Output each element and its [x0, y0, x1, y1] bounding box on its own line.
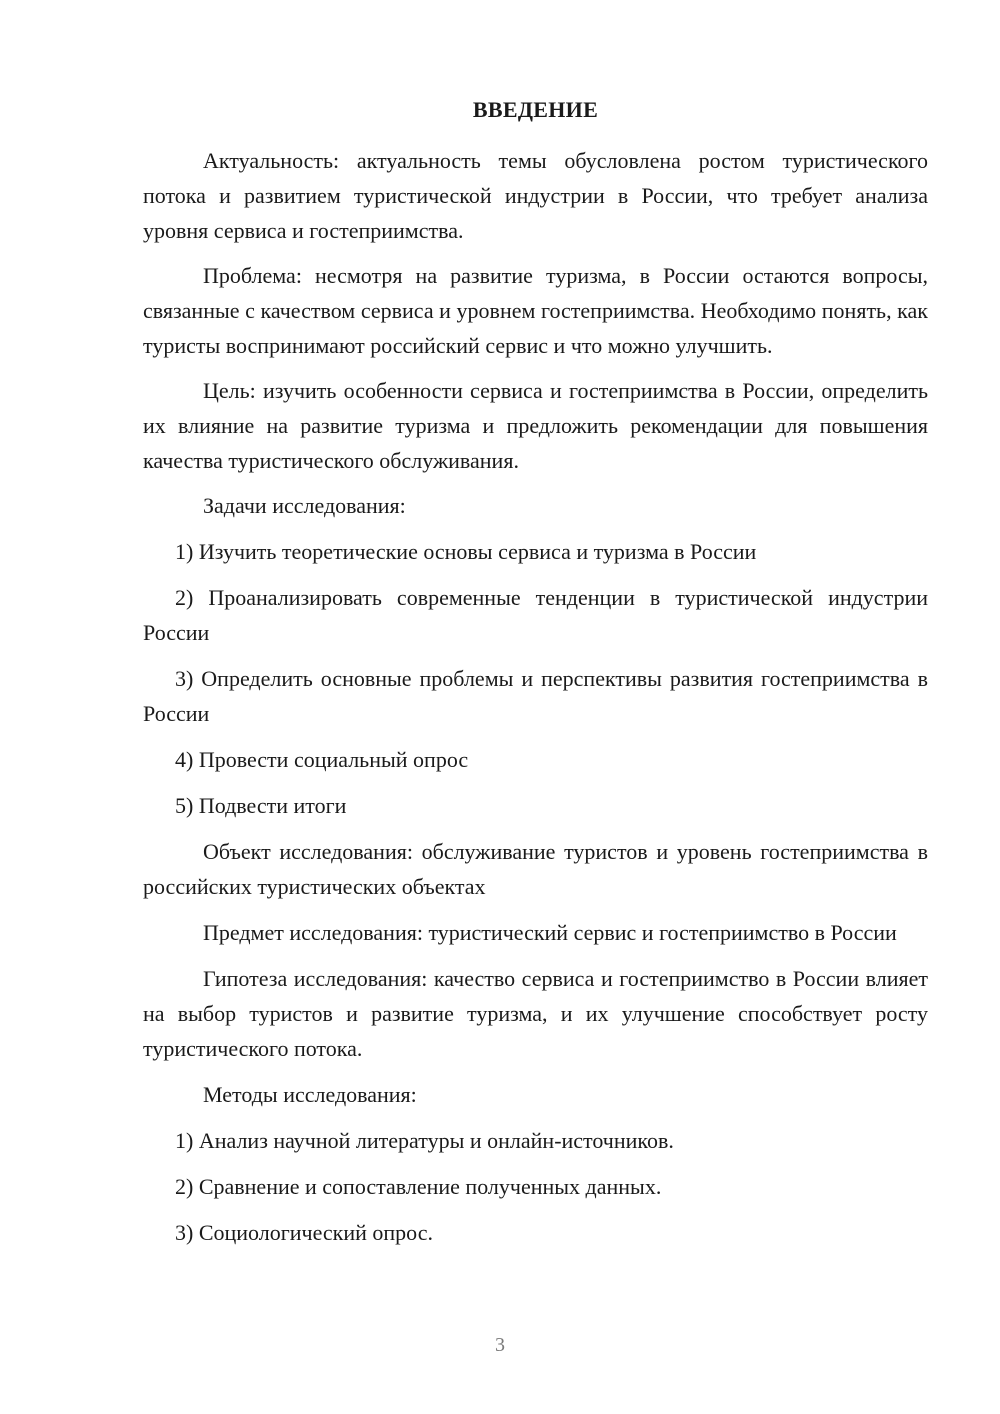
- methods-heading: Методы исследования:: [203, 1082, 417, 1107]
- document-page: [143, 95, 928, 1250]
- method-item-1: 1) Анализ научной литературы и онлайн-источников.: [175, 1128, 674, 1153]
- problem-paragraph: Проблема: несмотря на развитие туризма, в России остаются вопросы, связанные с качеством сервиса и уровнем гостеприимства. Необходимо понять, как туристы воспринимают российский сервис и что можно улучшить.: [143, 263, 928, 358]
- relevance-paragraph: Актуальность: актуальность темы обусловлена ростом туристического потока и развитием туристической индустрии в России, что требует анализа уровня сервиса и гостеприимства.: [143, 148, 928, 243]
- hypothesis-paragraph: Гипотеза исследования: качество сервиса и гостеприимство в России влияет на выбор туристов и развитие туризма, и их улучшение способствует росту туристического потока.: [143, 966, 928, 1061]
- tasks-heading: Задачи исследования:: [203, 493, 406, 518]
- page-number: 3: [495, 1334, 505, 1356]
- method-item-2: 2) Сравнение и сопоставление полученных данных.: [175, 1174, 662, 1199]
- page-title: ВВЕДЕНИЕ: [472, 97, 599, 122]
- goal-paragraph: Цель: изучить особенности сервиса и гостеприимства в России, определить их влияние на развитие туризма и предложить рекомендации для повышения качества туристического обслуживания.: [143, 378, 928, 473]
- method-item-3: 3) Социологический опрос.: [175, 1220, 433, 1245]
- task-item-1: 1) Изучить теоретические основы сервиса и туризма в России: [175, 539, 757, 564]
- task-item-4: 4) Провести социальный опрос: [175, 747, 469, 772]
- task-item-3: 3) Определить основные проблемы и перспективы развития гостеприимства в России: [143, 666, 928, 726]
- subject-paragraph: Предмет исследования: туристический сервис и гостеприимство в России: [203, 920, 897, 945]
- task-item-2: 2) Проанализировать современные тенденции в туристической индустрии России: [143, 585, 928, 645]
- task-item-5: 5) Подвести итоги: [175, 793, 347, 818]
- object-paragraph: Объект исследования: обслуживание туристов и уровень гостеприимства в российских туристических объектах: [143, 839, 928, 899]
